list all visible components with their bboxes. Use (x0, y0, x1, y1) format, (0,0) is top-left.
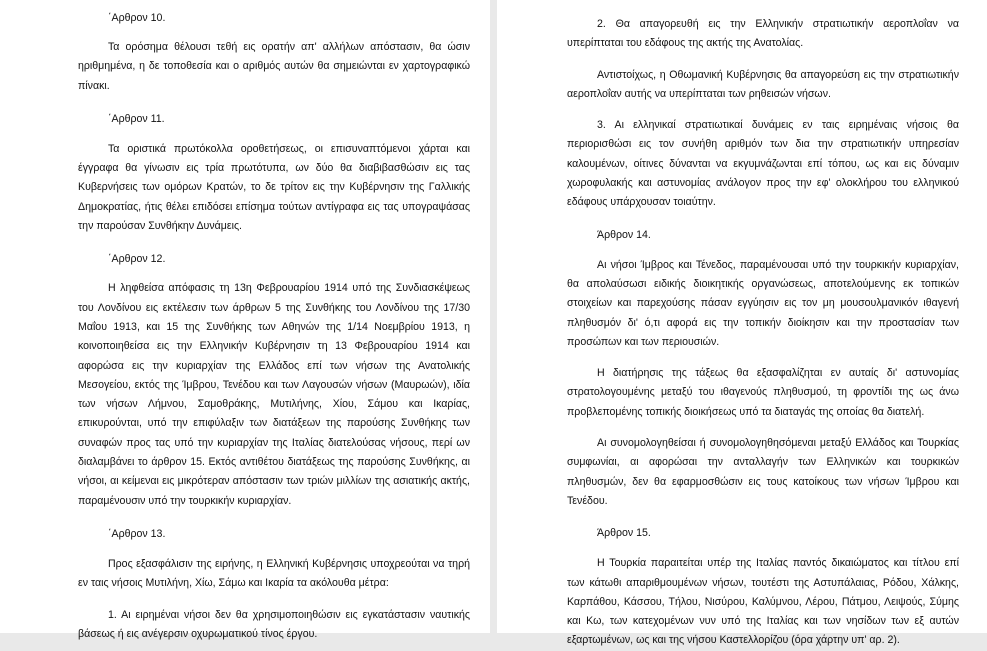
article-13-item-2: 2. Θα απαγορευθή εις την Ελληνικήν στρατιωτικήν αεροπλοΐαν να υπερίπταται του εδάφους της ακτής της Ανατολίας. (567, 18, 959, 50)
article-13-item-2-reciprocal: Αντιστοίχως, η Οθωμανική Κυβέρνησις θα απαγορεύση εις την στρατιωτικήν αεροπλοΐαν αυτής να υπερίπταται των ρηθεισών νήσων. (567, 68, 959, 100)
article-11-paragraph: Τα οριστικά πρωτόκολλα οροθετήσεως, οι επισυναπτόμενοι χάρται και έγγραφα θα γίνωσιν εις τρία πρωτότυπα, ων δύο θα διαβιβασθώσιν εις τας Κυβερνήσεις των ομόρων Κρατών, το δε τρίτον εις την Κυβέρνησιν της Γαλλικής Δημοκρατίας, ήτις θέλει επιδόσει επίσημα τούτων αντίγραφα εις τας υπογραψάσας την παρούσαν Συνθήκην Δυνάμεις. (78, 142, 470, 233)
left-page (0, 0, 490, 640)
article-14-paragraph-2: Η διατήρησις της τάξεως θα εξασφαλίζηται εν αυταίς δι' αστυνομίας στρατολογουμένης μεταξύ του ιθαγενούς πληθυσμού, τη φροντίδι της ως άνω προβλεπομένης τοπικής διοικήσεως υπό τα διαταγάς της οποίας θα διατελή. (567, 367, 959, 418)
article-12-heading: ΄Αρθρον 12. (108, 253, 166, 266)
article-13-item-1: 1. Αι ειρημέναι νήσοι δεν θα χρησιμοποιηθώσιν εις εγκατάστασιν ναυτικής βάσεως ή εις ανέγερσιν οχυρωματικού τίνος έργου. (78, 608, 470, 640)
article-13-heading: ΄Αρθρον 13. (108, 527, 166, 540)
article-15-heading: Άρθρον 15. (597, 527, 651, 540)
article-15-paragraph: Η Τουρκία παραιτείται υπέρ της Ιταλίας παντός δικαιώματος και τίτλου επί των κάτωθι απαριθμουμένων νήσων, τουτέστι της Αστυπάλαιας, Ρόδου, Χάλκης, Καρπάθου, Κάσσου, Τήλου, Νισύρου, Καλύμνου, Λέρου, Πάτμου, Λειψούς, Σύμης και Κω, των κατεχομένων νυν υπό της Ιταλίας και των νησίδων των εξ αυτών εξαρτωμένων, ως και της νήσου Καστελλορίζου (όρα χάρτην υπ' αρ. 2). (567, 557, 959, 647)
article-11-heading: ΄Αρθρον 11. (108, 112, 165, 125)
article-13-item-3: 3. Αι ελληνικαί στρατιωτικαί δυνάμεις εν ταις ειρημέναις νήσοις θα περιορισθώσι εις τον συνήθη αριθμόν των δια την στρατιωτικήν υπηρεσίαν καλουμένων, οίτινες δύνανται να εκγυμνάζωνται επί τόπου, ως και εις δύναμιν χωροφυλακής και αστυνομίας ανάλογον προς την εφ' ολοκλήρου του ελληνικού εδάφους υπάρχουσαν τοιαύτην. (567, 119, 959, 209)
article-13-paragraph-intro: Προς εξασφάλισιν της ειρήνης, η Ελληνική Κυβέρνησις υποχρεούται να τηρή εν ταις νήσοις Μυτιλήνη, Χίω, Σάμω και Ικαρία τα ακόλουθα μέτρα: (78, 557, 470, 590)
article-12-paragraph: Η ληφθείσα απόφασις τη 13η Φεβρουαρίου 1914 υπό της Συνδιασκέψεως του Λονδίνου εις εκτέλεσιν των άρθρων 5 της Συνθήκης του Λονδίνου της 17/30 Μαΐου 1913, και 15 της Συνθήκης των Αθηνών της 1/14 Νοεμβρίου 1913, η κοινοποιηθείσα εις την Ελληνικήν Κυβέρνησιν τη 13 Φεβρουαρίου 1914 και αφορώσα εις την κυριαρχίαν της Ελλάδος επί των νήσων της Ανατολικής Μεσογείου, εκτός της Ίμβρου, Τενέδου και των Λαγουσών νήσων (Μαυρωών), ιδία των νήσων Λήμνου, Σαμοθράκης, Μυτιλήνης, Χίου, Σάμου και Ικαρίας, επικυρούνται, υπό την επιφύλαξιν των διατάξεων της παρούσης Συνθήκης των συναφών προς τας υπό την κυριαρχίαν της Ιταλίας διατελούσας νήσους, περί ων διαλαμβάνει το άρθρον 15. Εκτός αντιθέτου διατάξεως της παρούσης Συνθήκης, αι νήσοι, αι κείμεναι εις μικρότεραν απόστασιν των τριών μιλλίων της ασιατικής ακτής, παραμένουσιν υπό την τουρκικήν κυριαρχίαν. (78, 282, 470, 507)
article-10-heading: ΄Αρθρον 10. (108, 12, 166, 24)
right-page (497, 0, 987, 647)
article-14-paragraph-3: Αι συνομολογηθείσαι ή συνομολογηθησόμεναι μεταξύ Ελλάδος και Τουρκίας συμφωνίαι, αι αφορώσαι την ανταλλαγήν των Ελληνικών και τουρκικών πληθυσμών, δεν θα εφαρμοσθώσιν εις τους κατοίκους των νήσων Ίμβρου και Τενέδου. (567, 437, 959, 507)
article-14-heading: Άρθρον 14. (597, 228, 651, 241)
article-10-paragraph: Τα ορόσημα θέλουσι τεθή εις ορατήν απ' αλλήλων απόστασιν, θα ώσιν ηριθμημένα, η δε τοποθεσία και ο αριθμός αυτών θα σημειώνται εν χαρτογραφικώ πίνακι. (78, 41, 470, 92)
article-14-paragraph-1: Αι νήσοι Ίμβρος και Τένεδος, παραμένουσαι υπό την τουρκικήν κυριαρχίαν, θα απολαύσωσι ειδικής διοικητικής οργανώσεως, αποτελούμενης εκ τοπικών στοιχείων και παρεχούσης πάσαν εγγύησιν εις τον μη μουσουλμανικόν ιθαγενή πληθυσμόν δι' ό,τι αφορά εις την τοπικήν διοίκησιν και την προστασίαν των προσώπων και των περιουσιών. (567, 258, 959, 348)
